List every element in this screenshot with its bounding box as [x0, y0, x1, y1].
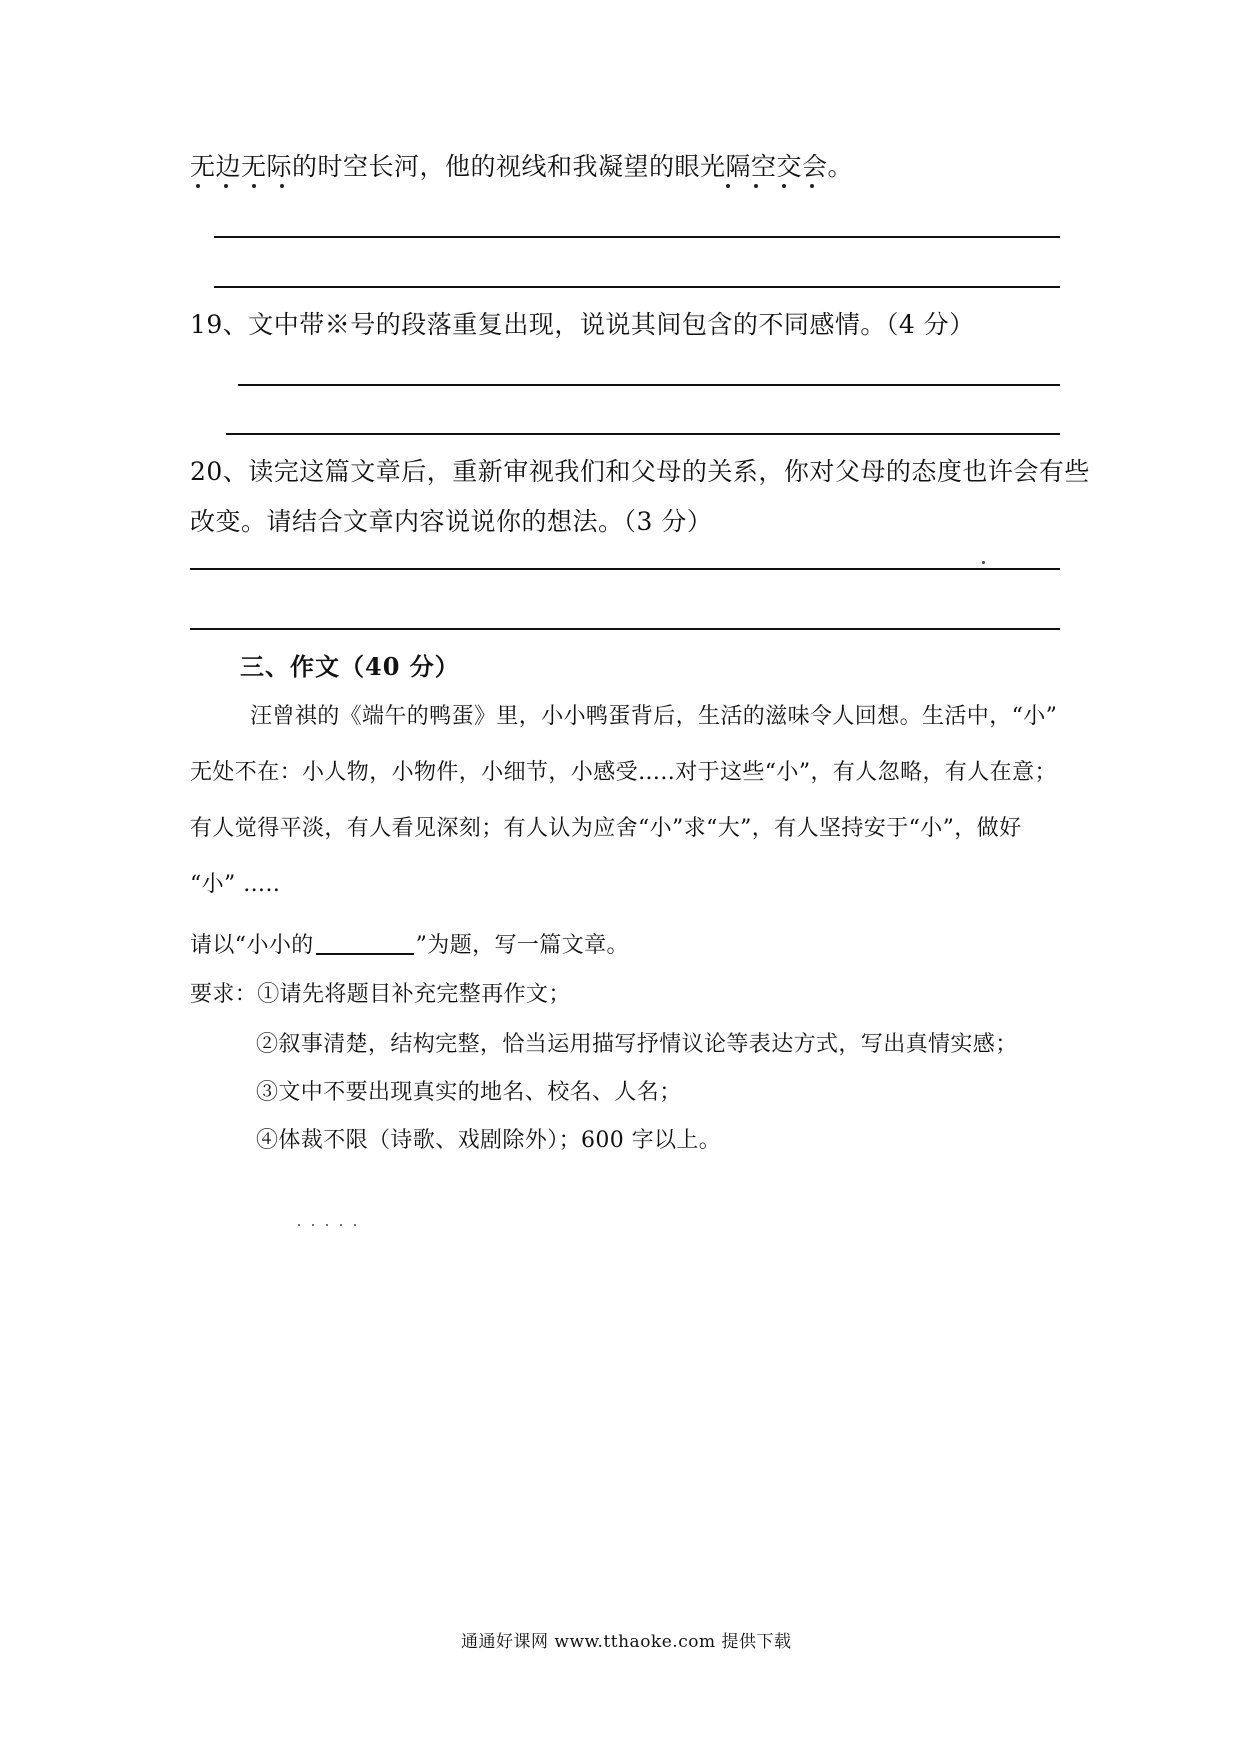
requirements-label: 要求： — [190, 982, 258, 1007]
scan-speck — [326, 1224, 328, 1226]
footer-text: 通通好课网 www.tthaoke.com 提供下载 — [461, 1632, 792, 1652]
answer-line — [238, 384, 1060, 386]
title-blank — [316, 931, 414, 955]
scan-speck — [354, 1224, 356, 1226]
question-20-line-1: 20、读完这篇文章后，重新审视我们和父母的关系，你对父母的态度也许会有些 — [190, 457, 1090, 486]
scan-speck — [340, 1224, 342, 1226]
scan-speck — [312, 1224, 314, 1226]
requirement-item: ②叙事清楚，结构完整，恰当运用描写抒情议论等表达方式，写出真情实感； — [256, 1032, 1018, 1057]
scan-speck — [298, 1224, 300, 1226]
prompt-before: 请以“小小的 — [190, 933, 314, 958]
requirement-item: ①请先将题目补充完整再作文； — [257, 982, 571, 1007]
composition-para-line-4: “小” ….. — [190, 872, 281, 897]
composition-para-line-1: 汪曾祺的《端午的鸭蛋》里，小小鸭蛋背后，生活的滋味令人回想。生活中，“小” — [250, 704, 1058, 729]
composition-prompt — [190, 931, 629, 961]
answer-line — [226, 433, 1060, 435]
composition-para-line-3: 有人觉得平淡，有人看见深刻；有人认为应舍“小”求“大”，有人坚持安于“小”，做好 — [190, 816, 1022, 841]
question-19: 19、文中带※号的段落重复出现，说说其间包含的不同感情。（4 分） — [190, 310, 975, 339]
requirement-item: ④体裁不限（诗歌、戏剧除外）；600 字以上。 — [256, 1128, 722, 1153]
scan-speck — [982, 561, 985, 564]
answer-line — [190, 568, 1060, 570]
answer-line — [190, 628, 1060, 630]
requirement-item: ③文中不要出现真实的地名、校名、人名； — [256, 1080, 682, 1105]
requirements-line-1 — [190, 980, 571, 1010]
question-20-line-2: 改变。请结合文章内容说说你的想法。（3 分） — [190, 507, 713, 536]
answer-line — [214, 286, 1060, 288]
prompt-after: ”为题，写一篇文章。 — [415, 933, 629, 958]
composition-para-line-2: 无处不在：小人物，小物件，小细节，小感受…..对于这些“小”，有人忽略，有人在意； — [190, 760, 1057, 785]
section-heading: 三、作文（40 分） — [240, 652, 460, 681]
passage-line: 无边无际的时空长河，他的视线和我凝望的眼光隔空交会。 — [190, 152, 854, 181]
emphasis-dots-1 — [190, 184, 290, 190]
answer-line — [214, 236, 1060, 238]
emphasis-dots-2 — [720, 184, 820, 190]
